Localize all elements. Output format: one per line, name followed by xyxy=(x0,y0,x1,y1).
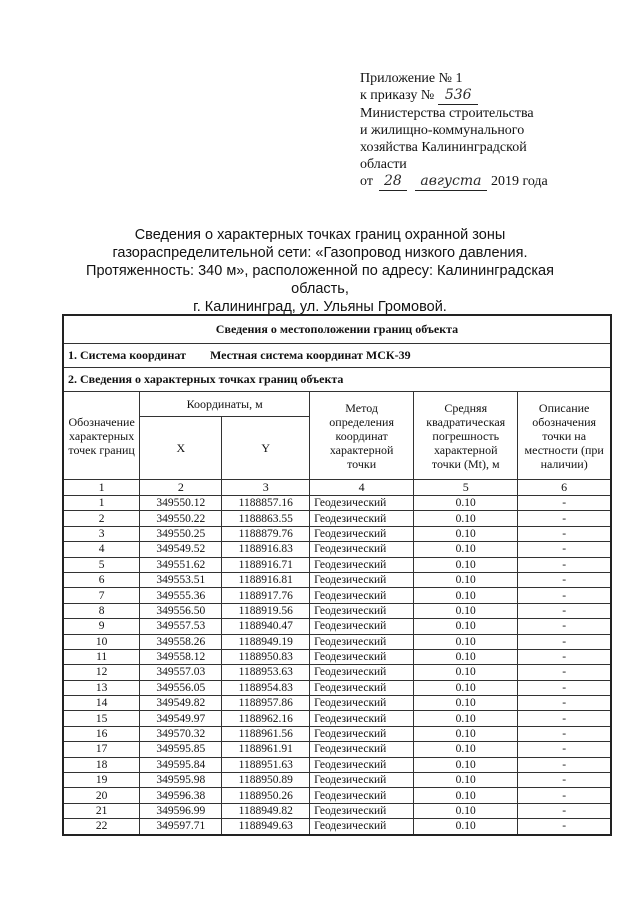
cell-error: 0.10 xyxy=(414,711,518,726)
table-row xyxy=(63,773,611,788)
cell-coord-y: 1188916.83 xyxy=(222,542,310,557)
cell-description: - xyxy=(518,572,611,587)
cell-description: - xyxy=(518,803,611,818)
cell-coord-y: 1188957.86 xyxy=(222,696,310,711)
cell-error: 0.10 xyxy=(414,526,518,541)
table-row xyxy=(63,511,611,526)
cell-point-number: 21 xyxy=(63,803,140,818)
document-title xyxy=(60,226,580,316)
cell-coord-x: 349595.85 xyxy=(140,742,222,757)
cell-method: Геодезический xyxy=(310,788,414,803)
cell-error: 0.10 xyxy=(414,788,518,803)
col-index-cell: 1 xyxy=(63,480,140,496)
cell-coord-x: 349549.52 xyxy=(140,542,222,557)
cell-point-number: 18 xyxy=(63,757,140,772)
cell-error: 0.10 xyxy=(414,588,518,603)
cell-coord-y: 1188949.63 xyxy=(222,819,310,835)
cell-coord-x: 349558.12 xyxy=(140,649,222,664)
cell-method: Геодезический xyxy=(310,526,414,541)
cell-method: Геодезический xyxy=(310,588,414,603)
cell-error: 0.10 xyxy=(414,649,518,664)
cell-point-number: 2 xyxy=(63,511,140,526)
cell-coord-y: 1188879.76 xyxy=(222,526,310,541)
table-row xyxy=(63,542,611,557)
table-row xyxy=(63,496,611,511)
date-day-handwritten: 28 xyxy=(379,173,407,191)
cell-point-number: 11 xyxy=(63,649,140,664)
cell-point-number: 14 xyxy=(63,696,140,711)
cell-method: Геодезический xyxy=(310,665,414,680)
cell-error: 0.10 xyxy=(414,803,518,818)
cell-point-number: 3 xyxy=(63,526,140,541)
col-header-designation: Обозначение характерных точек границ xyxy=(63,392,140,480)
ministry-line-1: Министерства строительства xyxy=(360,106,534,121)
date-prefix: от xyxy=(360,174,373,189)
cell-point-number: 8 xyxy=(63,603,140,618)
table-row xyxy=(63,757,611,772)
cell-method: Геодезический xyxy=(310,757,414,772)
cell-error: 0.10 xyxy=(414,680,518,695)
cell-description: - xyxy=(518,742,611,757)
cell-description: - xyxy=(518,511,611,526)
cell-method: Геодезический xyxy=(310,496,414,511)
col-header-x: X xyxy=(140,417,222,480)
cell-method: Геодезический xyxy=(310,542,414,557)
cell-method: Геодезический xyxy=(310,773,414,788)
cell-method: Геодезический xyxy=(310,649,414,664)
cell-point-number: 4 xyxy=(63,542,140,557)
col-header-error: Средняя квадратическая погрешность характерной точки (Mt), м xyxy=(414,392,518,480)
table-row xyxy=(63,788,611,803)
cell-method: Геодезический xyxy=(310,680,414,695)
cell-coord-y: 1188961.91 xyxy=(222,742,310,757)
cell-description: - xyxy=(518,726,611,741)
cell-coord-y: 1188953.63 xyxy=(222,665,310,680)
cell-coord-x: 349596.38 xyxy=(140,788,222,803)
cell-coord-x: 349556.50 xyxy=(140,603,222,618)
cell-method: Геодезический xyxy=(310,511,414,526)
cell-coord-x: 349553.51 xyxy=(140,572,222,587)
cell-error: 0.10 xyxy=(414,634,518,649)
cell-point-number: 20 xyxy=(63,788,140,803)
cell-coord-x: 349550.25 xyxy=(140,526,222,541)
cell-coord-y: 1188961.56 xyxy=(222,726,310,741)
table-row xyxy=(63,726,611,741)
annex-date-line xyxy=(360,173,610,191)
cell-method: Геодезический xyxy=(310,742,414,757)
col-header-coords: Координаты, м xyxy=(140,392,310,417)
order-prefix: к приказу № xyxy=(360,88,435,103)
cell-error: 0.10 xyxy=(414,726,518,741)
cell-point-number: 19 xyxy=(63,773,140,788)
table-row xyxy=(63,603,611,618)
section-header: Сведения о местоположении границ объекта xyxy=(63,315,611,344)
cell-method: Геодезический xyxy=(310,726,414,741)
table-row xyxy=(63,680,611,695)
table-row xyxy=(63,572,611,587)
order-number-handwritten: 536 xyxy=(438,87,478,105)
cell-coord-x: 349550.22 xyxy=(140,511,222,526)
cell-description: - xyxy=(518,557,611,572)
cell-method: Геодезический xyxy=(310,572,414,587)
col-index-cell: 6 xyxy=(518,480,611,496)
cell-error: 0.10 xyxy=(414,696,518,711)
cell-description: - xyxy=(518,665,611,680)
ministry-line-4: области xyxy=(360,157,407,172)
cell-coord-x: 349597.71 xyxy=(140,819,222,835)
cell-error: 0.10 xyxy=(414,572,518,587)
ministry-line-3: хозяйства Калининградской xyxy=(360,140,527,155)
cell-method: Геодезический xyxy=(310,711,414,726)
col-header-description: Описание обозначения точки на местности (при наличии) xyxy=(518,392,611,480)
cell-point-number: 7 xyxy=(63,588,140,603)
cell-coord-y: 1188950.26 xyxy=(222,788,310,803)
date-month-handwritten: августа xyxy=(415,173,487,191)
cell-coord-y: 1188954.83 xyxy=(222,680,310,695)
cell-description: - xyxy=(518,603,611,618)
title-line-4: г. Калининград, ул. Ульяны Громовой. xyxy=(193,299,447,315)
cell-coord-y: 1188950.89 xyxy=(222,773,310,788)
table-row xyxy=(63,742,611,757)
cell-description: - xyxy=(518,757,611,772)
cell-error: 0.10 xyxy=(414,773,518,788)
coord-system-row xyxy=(63,344,611,368)
title-line-1: Сведения о характерных точках границ охранной зоны xyxy=(134,227,506,243)
cell-point-number: 5 xyxy=(63,557,140,572)
cell-method: Геодезический xyxy=(310,803,414,818)
cell-coord-x: 349558.26 xyxy=(140,634,222,649)
cell-coord-x: 349549.97 xyxy=(140,711,222,726)
cell-error: 0.10 xyxy=(414,511,518,526)
boundary-points-table xyxy=(62,314,612,836)
cell-description: - xyxy=(518,711,611,726)
table-row xyxy=(63,711,611,726)
cell-coord-x: 349595.84 xyxy=(140,757,222,772)
cell-error: 0.10 xyxy=(414,757,518,772)
cell-error: 0.10 xyxy=(414,819,518,835)
cell-description: - xyxy=(518,496,611,511)
table-row xyxy=(63,665,611,680)
cell-point-number: 15 xyxy=(63,711,140,726)
cell-coord-y: 1188962.16 xyxy=(222,711,310,726)
cell-coord-y: 1188940.47 xyxy=(222,619,310,634)
cell-coord-y: 1188916.71 xyxy=(222,557,310,572)
cell-coord-y: 1188919.56 xyxy=(222,603,310,618)
table-row xyxy=(63,634,611,649)
cell-point-number: 13 xyxy=(63,680,140,695)
cell-coord-x: 349549.82 xyxy=(140,696,222,711)
cell-coord-y: 1188950.83 xyxy=(222,649,310,664)
annex-block xyxy=(360,70,610,191)
col-index-cell: 4 xyxy=(310,480,414,496)
table-row xyxy=(63,526,611,541)
cell-point-number: 10 xyxy=(63,634,140,649)
cell-coord-x: 349556.05 xyxy=(140,680,222,695)
cell-coord-x: 349595.98 xyxy=(140,773,222,788)
cell-description: - xyxy=(518,680,611,695)
cell-description: - xyxy=(518,649,611,664)
table-row xyxy=(63,819,611,835)
cell-coord-y: 1188949.82 xyxy=(222,803,310,818)
table-row xyxy=(63,557,611,572)
table-row xyxy=(63,619,611,634)
cell-point-number: 1 xyxy=(63,496,140,511)
table-row xyxy=(63,803,611,818)
cell-error: 0.10 xyxy=(414,557,518,572)
title-line-2: газораспределительной сети: «Газопровод низкого давления. xyxy=(112,245,528,261)
cell-method: Геодезический xyxy=(310,696,414,711)
cell-point-number: 6 xyxy=(63,572,140,587)
cell-error: 0.10 xyxy=(414,665,518,680)
date-suffix: 2019 года xyxy=(490,174,548,189)
annex-order-line xyxy=(360,87,610,105)
column-index-row xyxy=(63,480,611,496)
col-index-cell: 2 xyxy=(140,480,222,496)
cell-error: 0.10 xyxy=(414,619,518,634)
cell-method: Геодезический xyxy=(310,634,414,649)
cell-point-number: 17 xyxy=(63,742,140,757)
cell-point-number: 16 xyxy=(63,726,140,741)
cell-error: 0.10 xyxy=(414,742,518,757)
points-section-label: 2. Сведения о характерных точках границ объекта xyxy=(63,368,611,392)
cell-coord-y: 1188917.76 xyxy=(222,588,310,603)
col-header-method: Метод определения координат характерной точки xyxy=(310,392,414,480)
coord-system-value: Местная система координат МСК-39 xyxy=(209,348,411,362)
cell-description: - xyxy=(518,526,611,541)
cell-error: 0.10 xyxy=(414,496,518,511)
cell-coord-x: 349550.12 xyxy=(140,496,222,511)
cell-point-number: 9 xyxy=(63,619,140,634)
cell-error: 0.10 xyxy=(414,603,518,618)
title-line-3: Протяженность: 340 м», расположенной по адресу: Калининградская область, xyxy=(86,263,554,297)
cell-coord-y: 1188916.81 xyxy=(222,572,310,587)
table-row xyxy=(63,588,611,603)
cell-description: - xyxy=(518,788,611,803)
cell-description: - xyxy=(518,634,611,649)
cell-coord-x: 349570.32 xyxy=(140,726,222,741)
coord-system-label: 1. Система координат xyxy=(68,348,186,362)
cell-method: Геодезический xyxy=(310,603,414,618)
cell-description: - xyxy=(518,819,611,835)
cell-coord-y: 1188949.19 xyxy=(222,634,310,649)
cell-method: Геодезический xyxy=(310,819,414,835)
table-row xyxy=(63,649,611,664)
cell-coord-y: 1188951.63 xyxy=(222,757,310,772)
col-header-y: Y xyxy=(222,417,310,480)
cell-coord-x: 349596.99 xyxy=(140,803,222,818)
ministry-line-2: и жилищно-коммунального xyxy=(360,123,525,138)
col-index-cell: 3 xyxy=(222,480,310,496)
cell-coord-y: 1188857.16 xyxy=(222,496,310,511)
annex-title: Приложение № 1 xyxy=(360,71,463,86)
cell-description: - xyxy=(518,696,611,711)
cell-description: - xyxy=(518,773,611,788)
cell-point-number: 12 xyxy=(63,665,140,680)
cell-coord-x: 349551.62 xyxy=(140,557,222,572)
cell-description: - xyxy=(518,542,611,557)
cell-error: 0.10 xyxy=(414,542,518,557)
cell-method: Геодезический xyxy=(310,619,414,634)
cell-description: - xyxy=(518,619,611,634)
col-index-cell: 5 xyxy=(414,480,518,496)
cell-method: Геодезический xyxy=(310,557,414,572)
cell-coord-y: 1188863.55 xyxy=(222,511,310,526)
cell-coord-x: 349557.03 xyxy=(140,665,222,680)
cell-description: - xyxy=(518,588,611,603)
table-row xyxy=(63,696,611,711)
cell-coord-x: 349555.36 xyxy=(140,588,222,603)
cell-point-number: 22 xyxy=(63,819,140,835)
cell-coord-x: 349557.53 xyxy=(140,619,222,634)
